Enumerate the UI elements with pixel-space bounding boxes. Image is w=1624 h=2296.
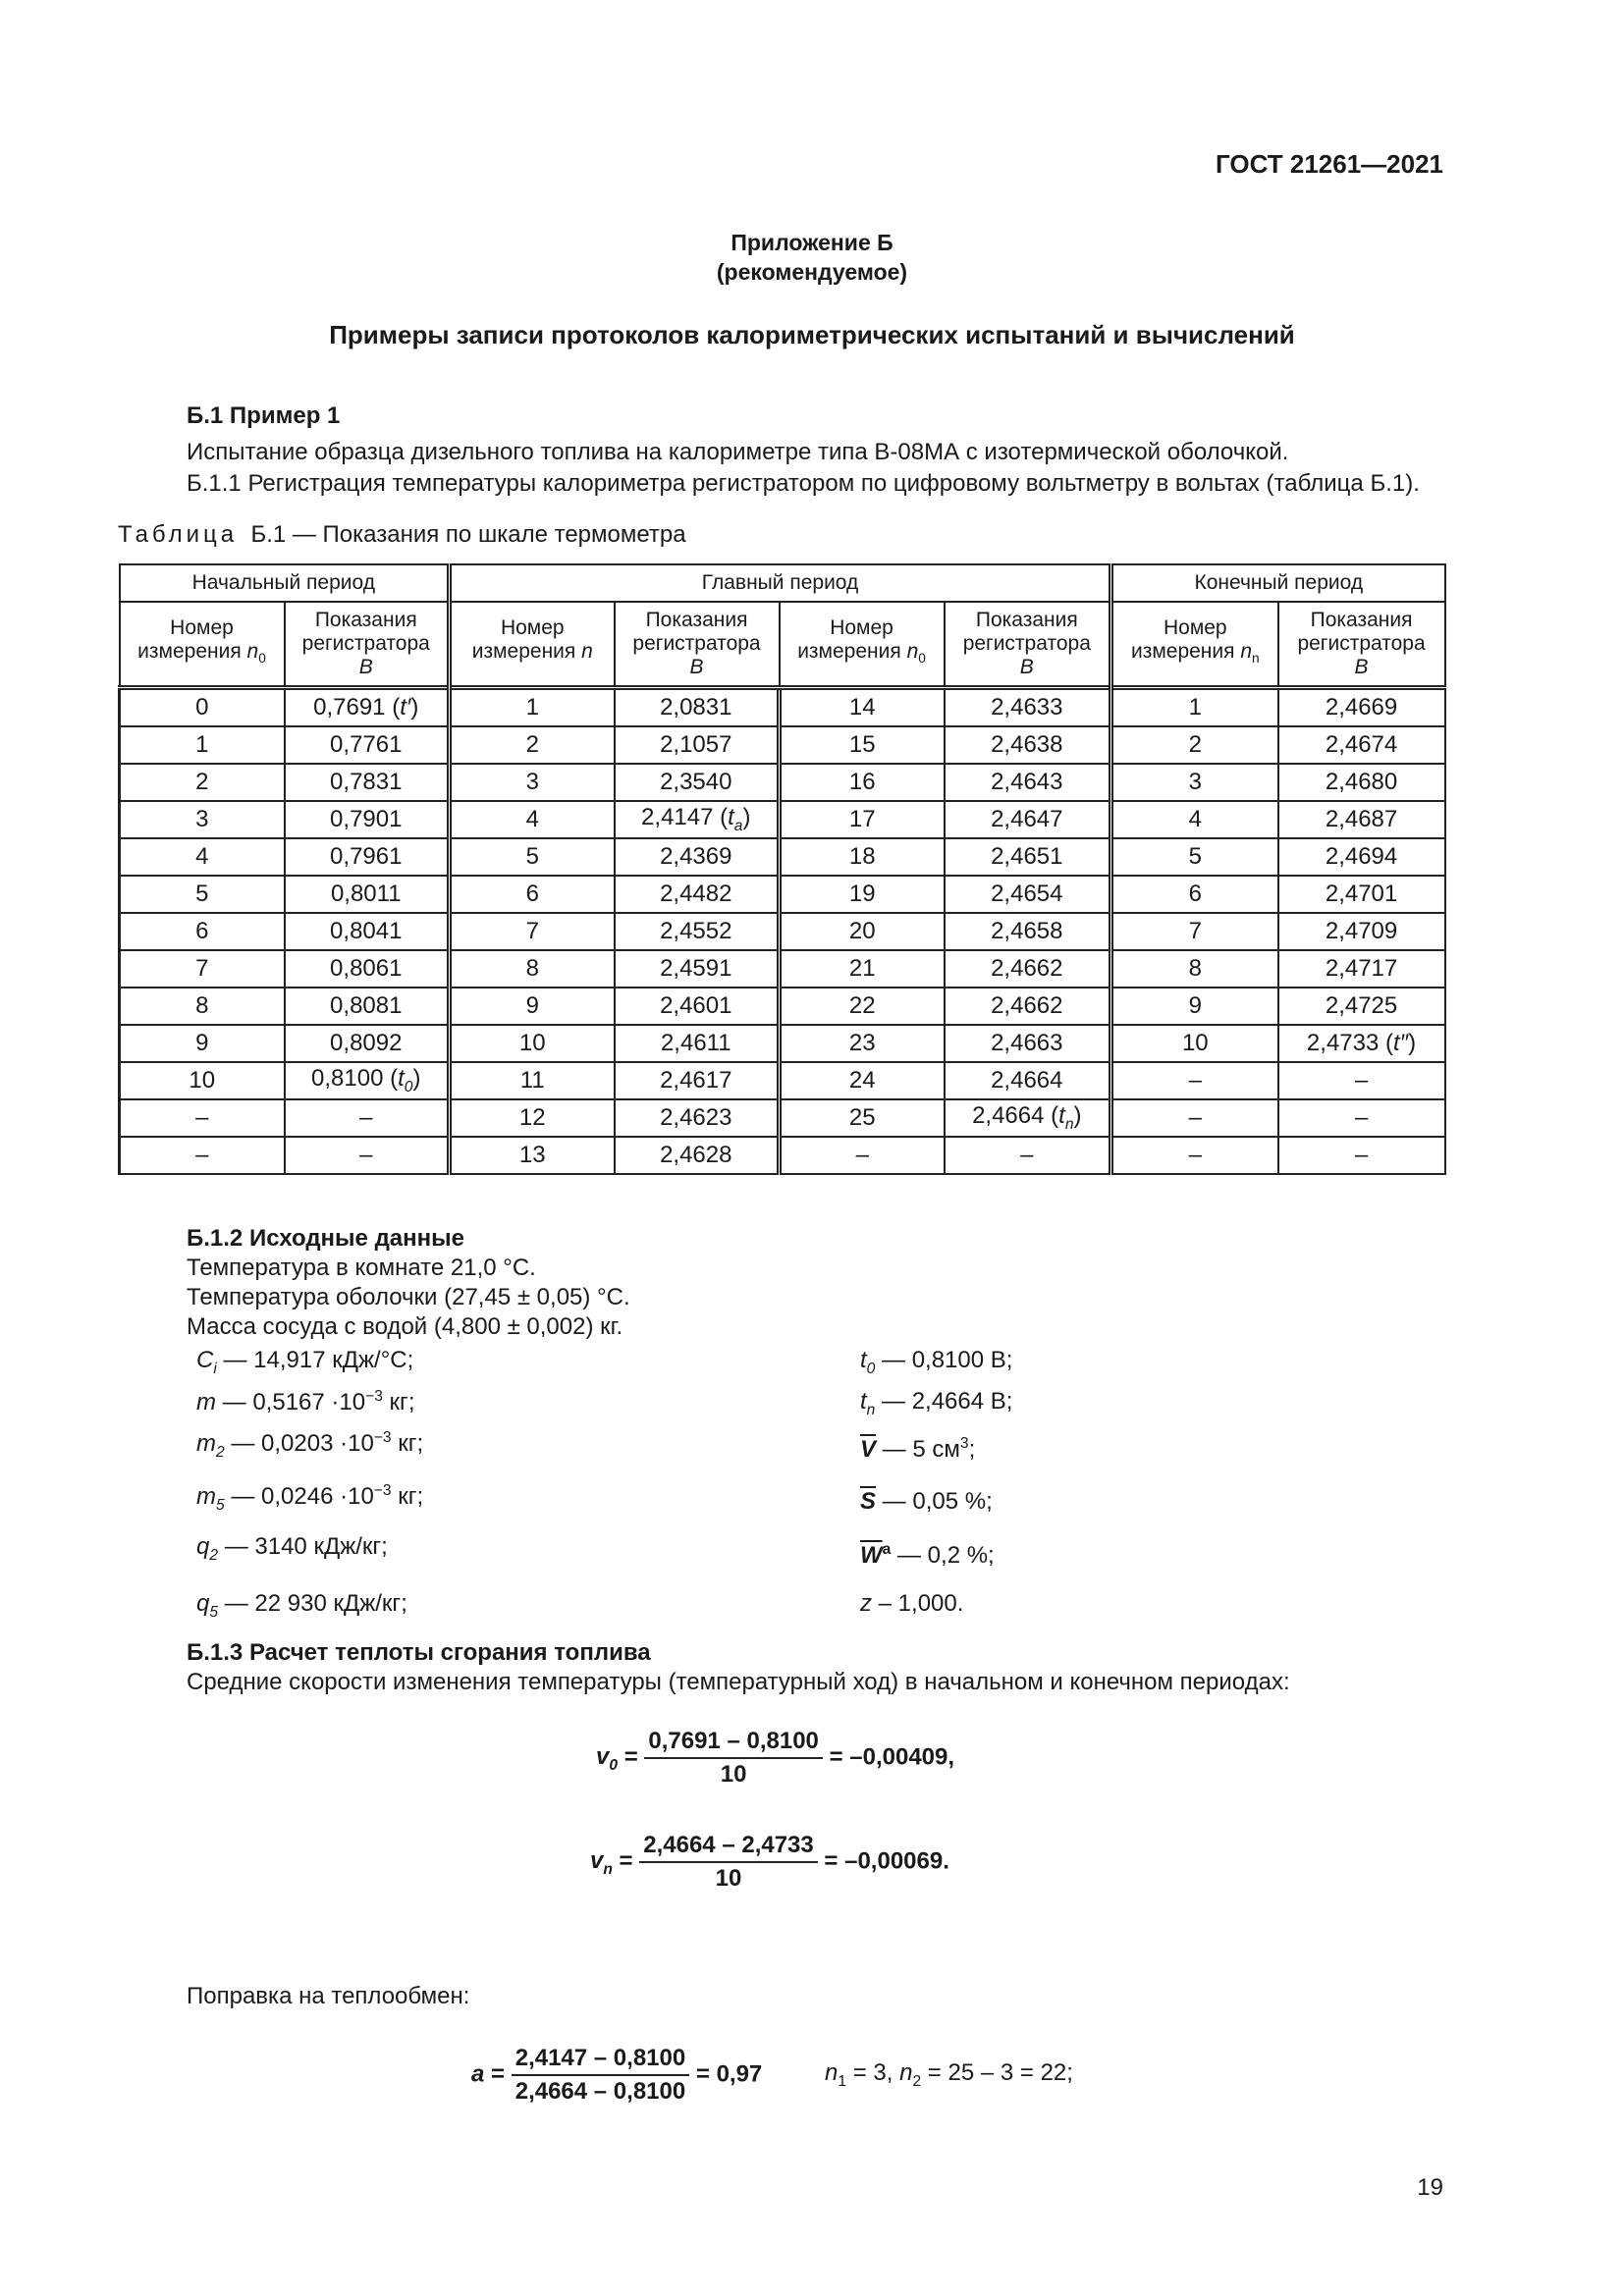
table-row — [120, 726, 1445, 764]
table-cell: 0,8081 — [285, 988, 450, 1025]
table-cell: 1 — [1111, 688, 1278, 727]
table-cell: – — [945, 1137, 1111, 1174]
table-cell: 5 — [120, 876, 285, 913]
initial-var-left-5: $q_5$ — 22 930 кДж/кг; — [196, 1590, 407, 1621]
table-cell: 8 — [120, 988, 285, 1025]
table-cell: 5 — [1111, 838, 1278, 876]
table-cell: 16 — [780, 764, 945, 801]
formula-v0-numerator: 0,7691 – 0,8100 — [644, 1728, 823, 1759]
standard-number: ГОСТ 21261—2021 — [1216, 149, 1443, 179]
table-cell: 6 — [1111, 876, 1278, 913]
initial-var-left-1: m — $0,5167 \cdot 10^{-3}$ кг; — [196, 1388, 415, 1415]
table-cell: 11 — [450, 1062, 615, 1099]
table-cell: – — [1111, 1137, 1278, 1174]
table-cell: 2,4591 — [615, 950, 780, 988]
initial-var-left-4: $q_2$ — 3140 кДж/кг; — [196, 1533, 388, 1564]
group-header-final: Конечный период — [1111, 564, 1445, 602]
appendix-subtitle: (рекомендуемое) — [716, 259, 908, 285]
table-row — [120, 1137, 1445, 1174]
table-cell: 2,4611 — [615, 1025, 780, 1062]
table-cell: 10 — [1111, 1025, 1278, 1062]
table-row — [120, 764, 1445, 801]
table-row — [120, 913, 1445, 950]
initial-var-right-5: z – 1,000. — [860, 1590, 964, 1617]
table-cell: 2,4617 — [615, 1062, 780, 1099]
table-cell: – — [120, 1137, 285, 1174]
table-row — [120, 801, 1445, 838]
table-cell: 2,4658 — [945, 913, 1111, 950]
subheader-number-3: Номер измерения $n_n$ — [1111, 602, 1278, 688]
table-cell: 19 — [780, 876, 945, 913]
subheader-reading-3: Показания регистратора В — [1278, 602, 1445, 688]
table-row — [120, 1099, 1445, 1137]
formula-a-numerator: 2,4147 – 0,8100 — [512, 2045, 690, 2076]
table-cell: 4 — [120, 838, 285, 876]
table-cell: 3 — [450, 764, 615, 801]
table-cell: 17 — [780, 801, 945, 838]
room-temperature: Температура в комнате 21,0 °С. — [187, 1255, 536, 1281]
table-cell: – — [285, 1099, 450, 1137]
table-cell: 2,4694 — [1278, 838, 1445, 876]
table-cell: 2,4482 — [615, 876, 780, 913]
subheader-reading-0: Показания регистратора В — [285, 602, 450, 688]
table-cell: – — [1111, 1062, 1278, 1099]
initial-var-right-1: $t_n$ — 2,4664 В; — [860, 1388, 1013, 1418]
formula-v0: $v_0$ = $\frac{0,7691 - 0,8100}{10}$ = –0,00409, — [596, 1728, 955, 1788]
table-row — [120, 1062, 1445, 1099]
initial-var-right-0: $t_0$ — 0,8100 В; — [860, 1347, 1013, 1377]
formula-v0-denominator: 10 — [720, 1761, 747, 1788]
subheader-reading-2: Показания регистратора В — [945, 602, 1111, 688]
initial-data-heading: Б.1.2 Исходные данные — [187, 1225, 464, 1252]
table-cell: 9 — [450, 988, 615, 1025]
initial-var-right-2: $\overline{V}$ — 5 $см^3$; — [860, 1435, 976, 1463]
table-cell: 0 — [120, 688, 285, 727]
table-cell: 2,4669 — [1278, 688, 1445, 727]
table-cell: 2,4552 — [615, 913, 780, 950]
table-cell: 2,0831 — [615, 688, 780, 727]
appendix-title: Приложение Б — [731, 230, 893, 255]
table-cell: 23 — [780, 1025, 945, 1062]
initial-var-left-2: $m_2$ — $0,0203 \cdot 10^{-3}$ кг; — [196, 1429, 424, 1461]
table-cell: 2,4147 $(t_a)$ — [615, 801, 780, 838]
table-cell: 2,4717 — [1278, 950, 1445, 988]
table-cell: 0,7831 — [285, 764, 450, 801]
table-cell: 14 — [780, 688, 945, 727]
section-title: Примеры записи протоколов калориметрических испытаний и вычислений — [329, 320, 1295, 349]
table-cell: – — [120, 1099, 285, 1137]
table-cell: 25 — [780, 1099, 945, 1137]
table-cell: 0,7901 — [285, 801, 450, 838]
table-row — [120, 876, 1445, 913]
table-cell: 3 — [1111, 764, 1278, 801]
table-cell: 2,4701 — [1278, 876, 1445, 913]
subheader-number-2: Номер измерения $n_0$ — [780, 602, 945, 688]
table-cell: 2,4664 — [945, 1062, 1111, 1099]
group-header-initial: Начальный период — [120, 564, 450, 602]
table-cell: 2,4674 — [1278, 726, 1445, 764]
table-cell: 2 — [1111, 726, 1278, 764]
example-line-2: Б.1.1 Регистрация температуры калориметра регистратором по цифровому вольтметру в вольтах (таблица Б.1). — [187, 470, 1420, 497]
table-cell: 22 — [780, 988, 945, 1025]
table-cell: 10 — [450, 1025, 615, 1062]
subheader-reading-1: Показания регистратора В — [615, 602, 780, 688]
table-cell: 1 — [120, 726, 285, 764]
table-cell: 2,4638 — [945, 726, 1111, 764]
table-cell: 0,7761 — [285, 726, 450, 764]
table-cell: 1 — [450, 688, 615, 727]
table-cell: 10 — [120, 1062, 285, 1099]
table-cell: 2,4628 — [615, 1137, 780, 1174]
table-cell: 2,4654 — [945, 876, 1111, 913]
table-cell: 5 — [450, 838, 615, 876]
table-caption-text: Б.1 — Показания по шкале термометра — [250, 521, 686, 548]
table-cell: 0,8011 — [285, 876, 450, 913]
table-cell: 7 — [1111, 913, 1278, 950]
table-cell: 13 — [450, 1137, 615, 1174]
table-cell: 7 — [120, 950, 285, 988]
example-line-1: Испытание образца дизельного топлива на калориметре типа В-08МА с изотермической оболочкой. — [187, 439, 1289, 465]
table-cell: 2,4651 — [945, 838, 1111, 876]
table-cell: 8 — [450, 950, 615, 988]
table-cell: 2,4623 — [615, 1099, 780, 1137]
initial-var-right-4: $\overline{W}^a$ — 0,2 %; — [860, 1541, 995, 1569]
table-cell: 6 — [450, 876, 615, 913]
initial-var-left-0: $C_i$ — 14,917 кДж/°С; — [196, 1347, 414, 1377]
table-cell: 7 — [450, 913, 615, 950]
correction-label: Поправка на теплообмен: — [187, 1983, 470, 2009]
table-row — [120, 1025, 1445, 1062]
table-cell: 0,8061 — [285, 950, 450, 988]
table-cell: 2,4633 — [945, 688, 1111, 727]
table-row — [120, 688, 1445, 727]
table-cell: 20 — [780, 913, 945, 950]
table-cell: 0,7691 (t′) — [285, 688, 450, 727]
table-cell: 2,4680 — [1278, 764, 1445, 801]
table-cell: 8 — [1111, 950, 1278, 988]
table-cell: 2,4662 — [945, 988, 1111, 1025]
table-row — [120, 950, 1445, 988]
table-row — [120, 988, 1445, 1025]
shell-temperature: Температура оболочки (27,45 ± 0,05) °С. — [187, 1284, 630, 1310]
formula-a: a = $\frac{2,4147 - 0,8100}{2,4664 - 0,8100}$ = 0,97 — [471, 2045, 763, 2105]
formula-vn: $v_n$ = $\frac{2,4664 - 2,4733}{10}$ = –0,00069. — [590, 1832, 949, 1892]
table-cell: 2,4663 — [945, 1025, 1111, 1062]
table-cell: 6 — [120, 913, 285, 950]
table-cell: 0,8100 $(t_0)$ — [285, 1062, 450, 1099]
subheader-number-1: Номер измерения n — [450, 602, 615, 688]
table-cell: 2 — [120, 764, 285, 801]
table-cell: 2,4725 — [1278, 988, 1445, 1025]
readings-table — [118, 563, 1446, 1175]
table-cell: 4 — [450, 801, 615, 838]
formula-vn-denominator: 10 — [715, 1865, 742, 1892]
group-header-main: Главный период — [450, 564, 1111, 602]
table-cell: 12 — [450, 1099, 615, 1137]
table-cell: 2,4709 — [1278, 913, 1445, 950]
table-cell: – — [285, 1137, 450, 1174]
table-cell: 9 — [120, 1025, 285, 1062]
table-caption — [118, 521, 686, 549]
initial-var-left-3: $m_5$ — $0,0246 \cdot 10^{-3}$ кг; — [196, 1482, 424, 1514]
formula-a-denominator: 2,4664 – 0,8100 — [514, 2078, 686, 2105]
table-cell: 3 — [120, 801, 285, 838]
n-values: $n_1 = 3$, $n_2 = 25 - 3 = 22$; — [825, 2059, 1073, 2090]
initial-var-right-3: $\overline{S}$ — 0,05 %; — [860, 1488, 993, 1515]
table-cell: 21 — [780, 950, 945, 988]
table-cell: 2,4662 — [945, 950, 1111, 988]
table-cell: – — [1278, 1062, 1445, 1099]
table-cell: 2,4647 — [945, 801, 1111, 838]
table-cell: – — [1278, 1099, 1445, 1137]
vessel-mass: Масса сосуда с водой (4,800 ± 0,002) кг. — [187, 1313, 623, 1340]
table-cell: 15 — [780, 726, 945, 764]
table-caption-word: Таблица — [118, 521, 239, 548]
page-number: 19 — [1417, 2174, 1443, 2201]
calc-intro: Средние скорости изменения температуры (температурный ход) в начальном и конечном периодах: — [187, 1669, 1290, 1695]
table-cell: 2 — [450, 726, 615, 764]
table-cell: 0,8092 — [285, 1025, 450, 1062]
table-body — [120, 688, 1445, 1175]
table-cell: 2,4733 (t″) — [1278, 1025, 1445, 1062]
table-cell: – — [1278, 1137, 1445, 1174]
calc-heading: Б.1.3 Расчет теплоты сгорания топлива — [187, 1639, 651, 1666]
table-cell: 2,1057 — [615, 726, 780, 764]
table-cell: 2,4687 — [1278, 801, 1445, 838]
table-cell: 0,7961 — [285, 838, 450, 876]
table-row — [120, 838, 1445, 876]
table-cell: 0,8041 — [285, 913, 450, 950]
table-cell: 4 — [1111, 801, 1278, 838]
table-cell: 18 — [780, 838, 945, 876]
table-cell: 9 — [1111, 988, 1278, 1025]
table-cell: 2,4601 — [615, 988, 780, 1025]
table-cell: 2,3540 — [615, 764, 780, 801]
table-cell: – — [780, 1137, 945, 1174]
table-cell: 24 — [780, 1062, 945, 1099]
subheader-number-0: Номер измерения $n_0$ — [120, 602, 285, 688]
formula-vn-numerator: 2,4664 – 2,4733 — [639, 1832, 818, 1863]
table-cell: 2,4369 — [615, 838, 780, 876]
table-cell: 2,4643 — [945, 764, 1111, 801]
example-heading: Б.1 Пример 1 — [187, 402, 341, 429]
table-cell: – — [1111, 1099, 1278, 1137]
table-cell: 2,4664 $(t_n)$ — [945, 1099, 1111, 1137]
